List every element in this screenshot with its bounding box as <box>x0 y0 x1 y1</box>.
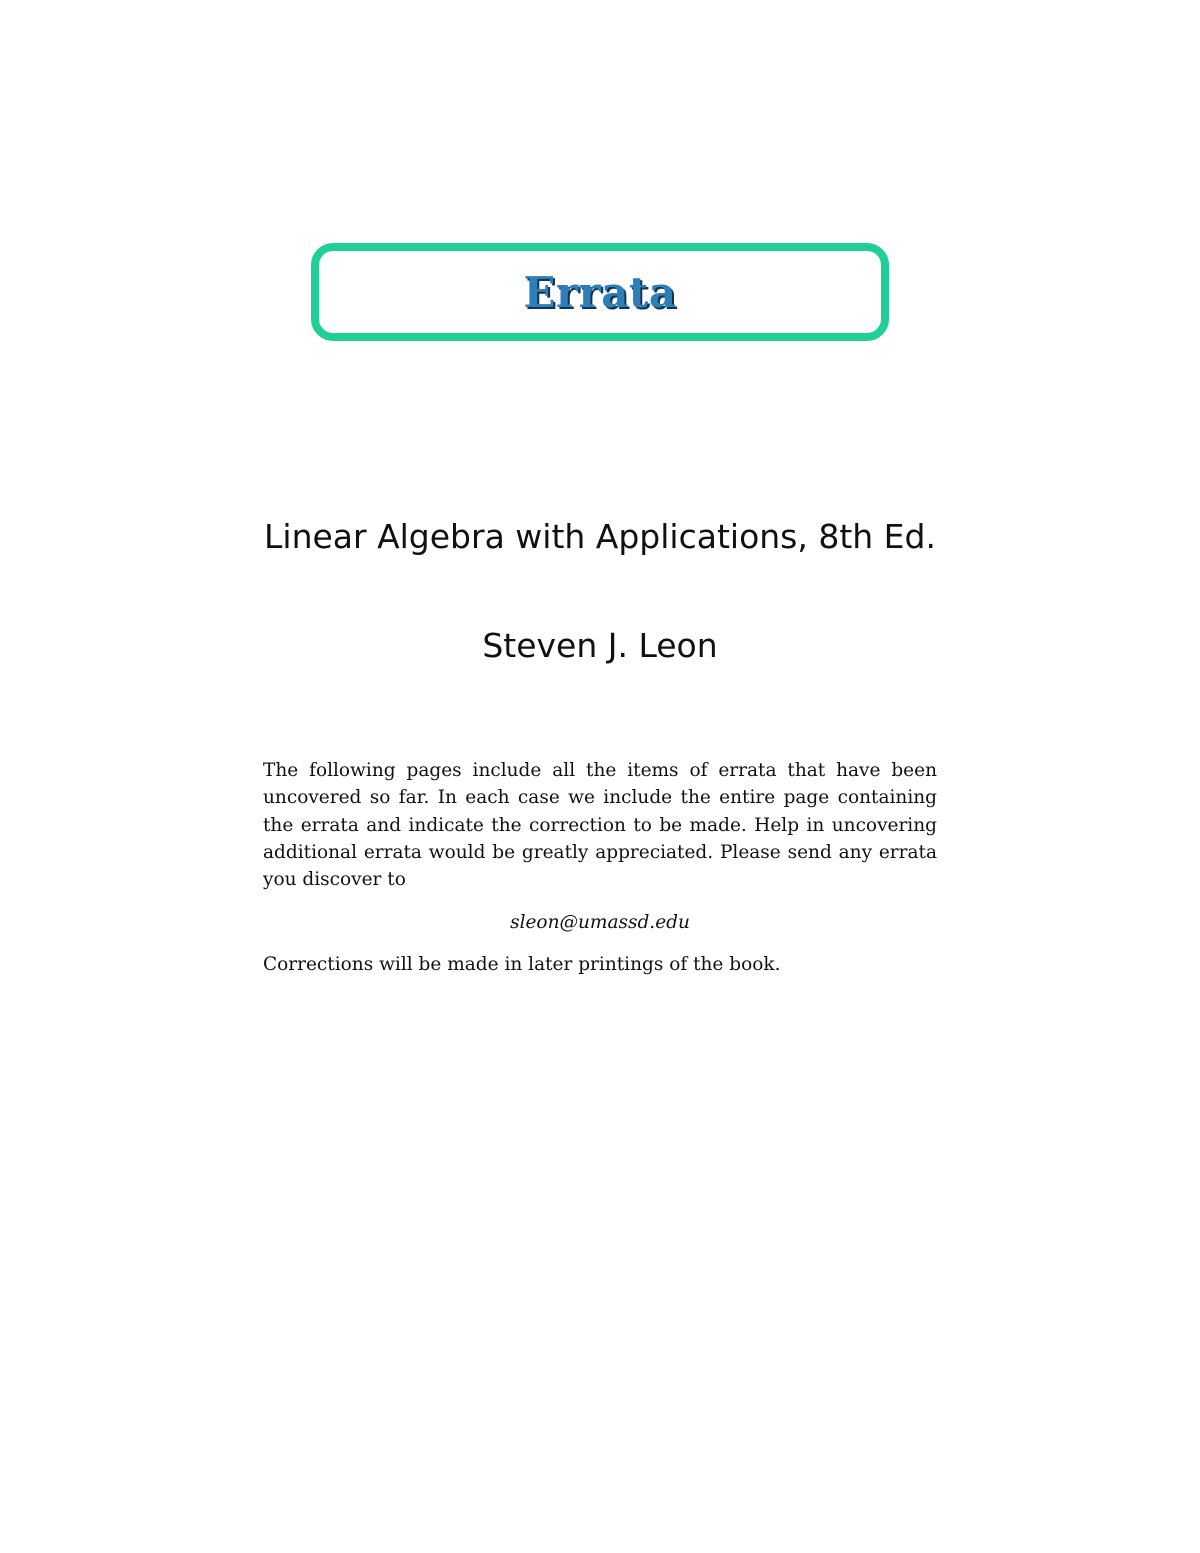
body-text <box>263 757 937 978</box>
banner-title: Errata <box>523 268 677 317</box>
book-title: Linear Algebra with Applications, 8th Ed. <box>264 517 936 556</box>
intro-paragraph: The following pages include all the items of errata that have been uncovered so far. In each case we include the entire page containing the errata and indicate the correction to be made. Help in uncovering additional errata would be greatly appreciated. Please send any errata you discover to <box>263 760 937 891</box>
closing-paragraph: Corrections will be made in later printings of the book. <box>263 953 781 975</box>
errata-banner <box>311 243 889 341</box>
email-address: sleon@umassd.edu <box>510 912 690 934</box>
author-name: Steven J. Leon <box>482 626 718 665</box>
